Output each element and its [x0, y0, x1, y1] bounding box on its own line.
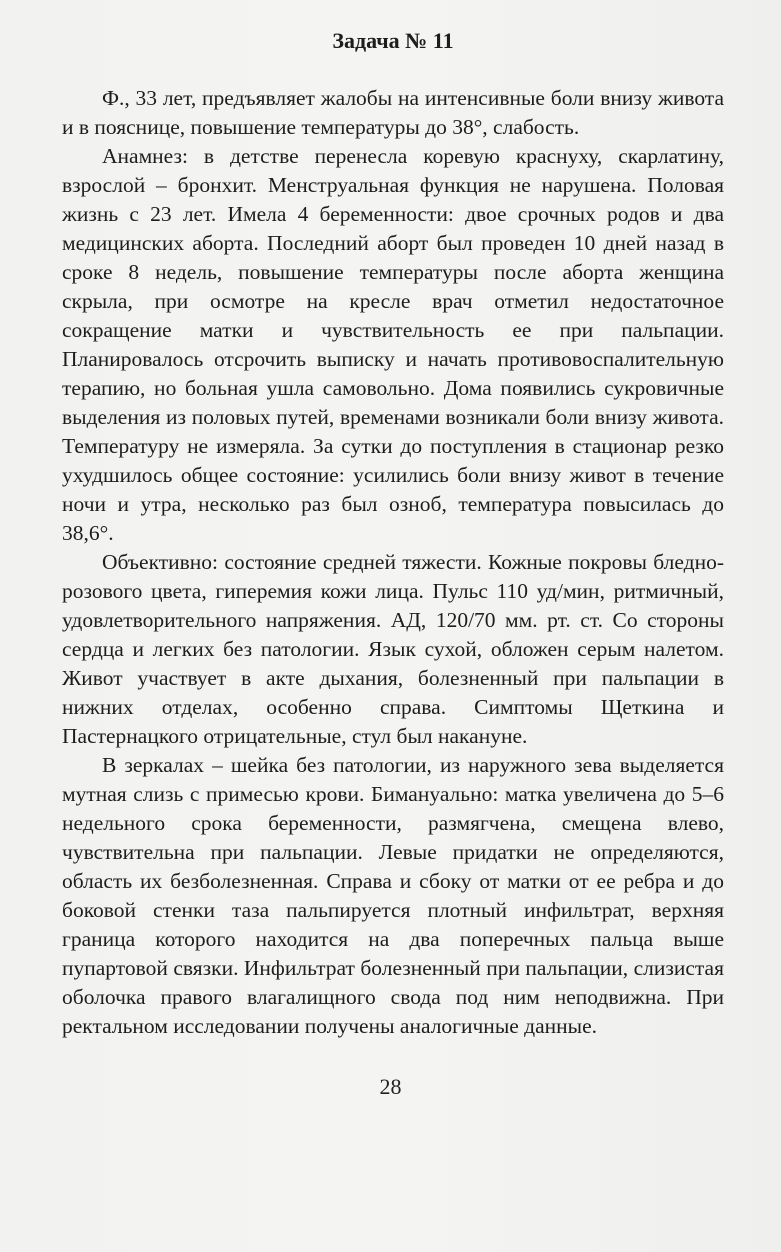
page-number: 28 — [379, 1074, 402, 1099]
paragraph-complaints: Ф., 33 лет, предъявляет жалобы на интенсивные боли внизу живота и в пояснице, повышение температуры до 38°, слабость. — [62, 86, 724, 139]
task-title: Задача № 11 — [332, 28, 454, 53]
paragraph-anamnesis: Анамнез: в детстве перенесла коревую краснуху, скарлатину, взрослой – бронхит. Менструальная функция не нарушена. Половая жизнь с 23 лет. Имела 4 беременности: двое срочных родов и два медицинских аборта. Последний аборт был проведен 10 дней назад в сроке 8 недель, повышение температуры после аборта женщина скрыла, при осмотре на кресле врач отметил недостаточное сокращение матки и чувствительность ее при пальпации. Планировалось отсрочить выписку и начать противовоспалительную терапию, но больная ушла самовольно. Дома появились сукровичные выделения из половых путей, временами возникали боли внизу живота. Температуру не измеряла. За сутки до поступления в стационар резко ухудшилось общее состояние: усилились боли внизу живот в течение ночи и утра, несколько раз был озноб, температура повысилась до 38,6°. — [62, 144, 724, 545]
paragraph-objective: Объективно: состояние средней тяжести. Кожные покровы бледно-розового цвета, гиперемия кожи лица. Пульс 110 уд/мин, ритмичный, удовлетворительного напряжения. АД, 120/70 мм. рт. ст. Со стороны сердца и легких без патологии. Язык сухой, обложен серым налетом. Живот участвует в акте дыхания, болезненный при пальпации в нижних отделах, особенно справа. Симптомы Щеткина и Пастернацкого отрицательные, стул был накануне. — [62, 550, 724, 748]
paragraph-examination: В зеркалах – шейка без патологии, из наружного зева выделяется мутная слизь с примесью крови. Бимануально: матка увеличена до 5–6 недельного срока беременности, размягчена, смещена влево, чувствительна при пальпации. Левые придатки не определяются, область их безболезненная. Справа и сбоку от матки от ее ребра и до боковой стенки таза пальпируется плотный инфильтрат, верхняя граница которого находится на два поперечных пальца выше пупартовой связки. Инфильтрат болезненный при пальпации, слизистая оболочка правого влагалищного свода под ним неподвижна. При ректальном исследовании получены аналогичные данные. — [62, 753, 724, 1038]
document-body — [62, 26, 724, 1041]
